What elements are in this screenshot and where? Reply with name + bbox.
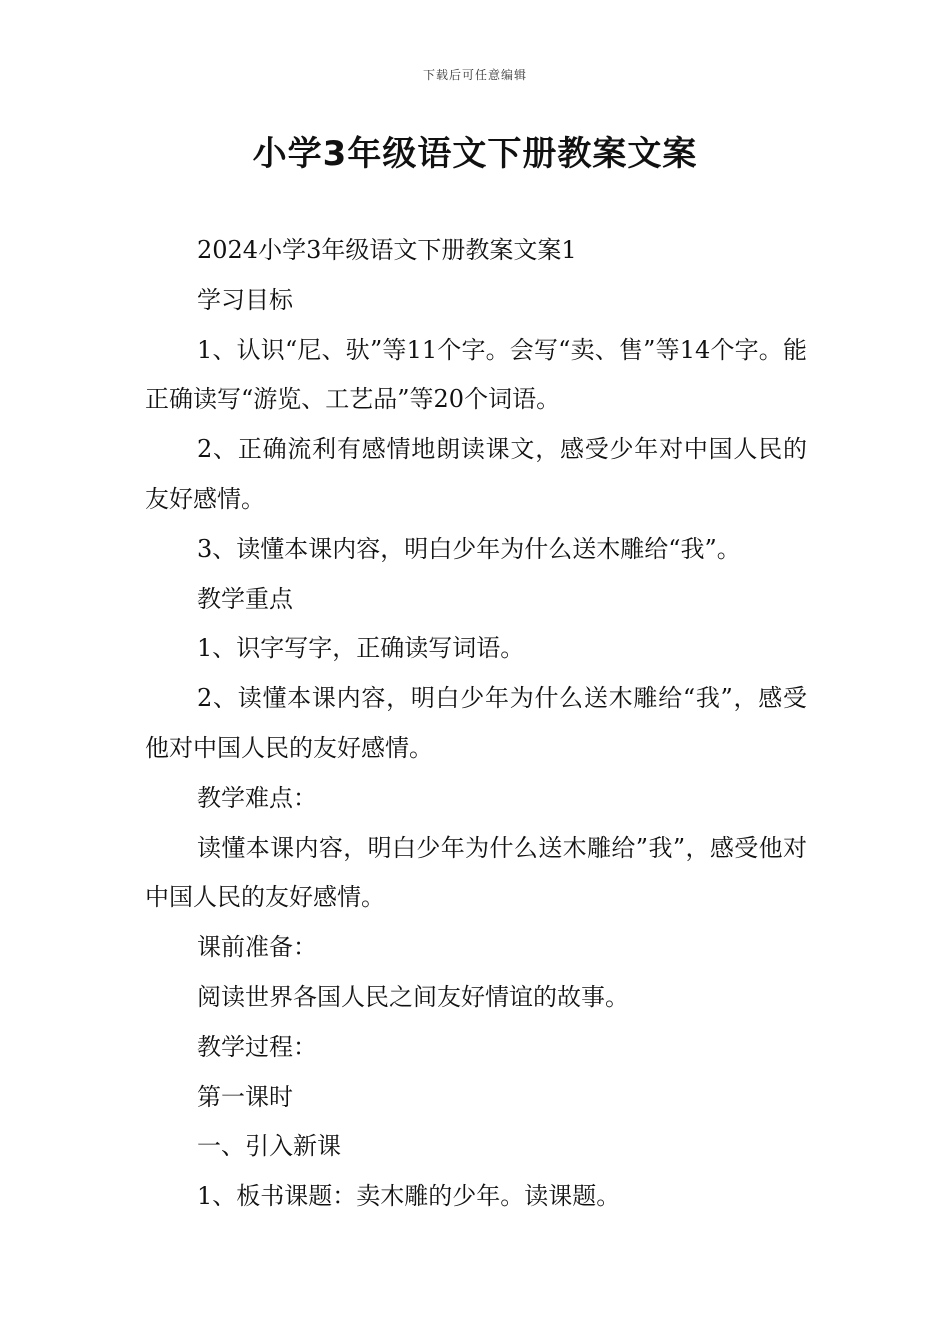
section-heading-introduction: 一、引入新课	[197, 1132, 341, 1161]
document-body	[145, 226, 807, 1222]
section-heading-process: 教学过程：	[197, 1032, 317, 1061]
paragraph: 1、识字写字，正确读写词语。	[197, 634, 525, 663]
paragraph: 2、正确流利有感情地朗读课文，感受少年对中国人民的友好感情。	[145, 435, 807, 513]
paragraph: 3、读懂本课内容，明白少年为什么送木雕给“我”。	[197, 534, 741, 563]
section-heading-objectives: 学习目标	[197, 285, 293, 314]
section-heading-difficulties: 教学难点：	[197, 783, 317, 812]
paragraph: 阅读世界各国人民之间友好情谊的故事。	[197, 982, 629, 1011]
section-heading-key-points: 教学重点	[197, 584, 293, 613]
paragraph: 1、板书课题：卖木雕的少年。读课题。	[197, 1182, 621, 1211]
section-heading-preparation: 课前准备：	[197, 933, 317, 962]
header-note: 下载后可任意编辑	[422, 68, 527, 82]
section-heading-lesson-one: 第一课时	[197, 1082, 293, 1111]
paragraph-heading: 2024小学3年级语文下册教案文案1	[197, 236, 577, 264]
paragraph: 读懂本课内容，明白少年为什么送木雕给”我”，感受他对中国人民的友好感情。	[145, 833, 807, 912]
document-title: 小学3年级语文下册教案文案	[252, 134, 698, 174]
paragraph: 1、认识“尼、驮”等11个字。会写“卖、售”等14个字。能正确读写“游览、工艺品”等20个词语。	[145, 335, 807, 414]
paragraph: 2、读懂本课内容，明白少年为什么送木雕给“我”，感受他对中国人民的友好感情。	[145, 684, 807, 762]
